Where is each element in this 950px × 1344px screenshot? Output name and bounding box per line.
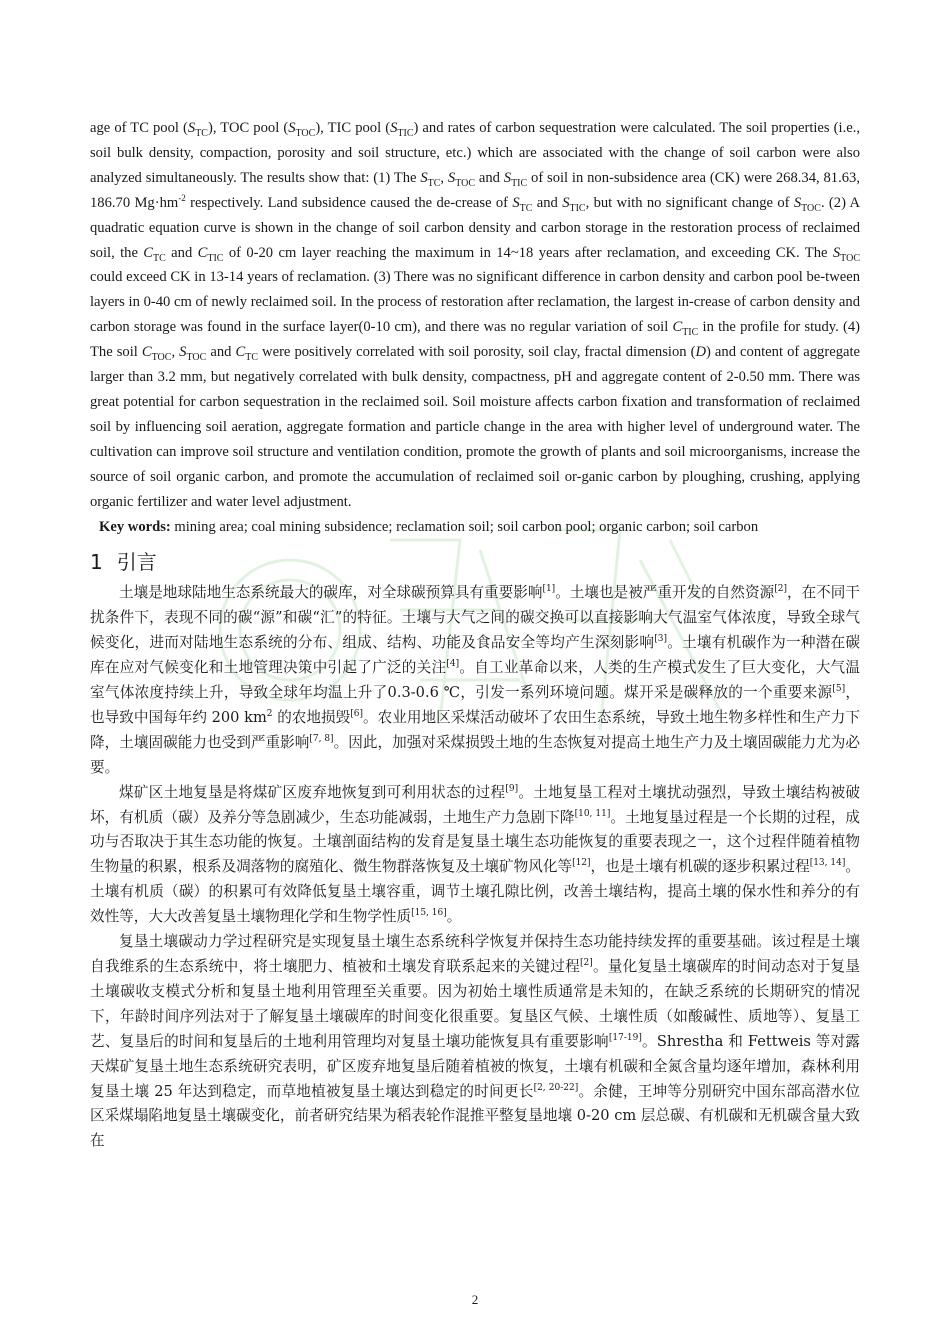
keywords-label: Key words: xyxy=(99,518,171,535)
section-title: 引言 xyxy=(116,550,157,575)
abstract-paragraph: age of TC pool $(S_{TC})$, TOC pool $(S_{TOC})$, TIC pool $(S_{TIC})$ and rates of carbon sequestration were calculated. The soil properties (i.e., soil bulk density, compaction, porosity and soil structure, etc.) which are associated with the change of soil carbon were also analyzed simultaneously. The results show that: (1) The $S_{TC}$, $S_{TOC}$ and $S_{TIC}$ of soil in non-subsidence area (CK) were 268.34, 81.63, 186.70 $Mg\cdot hm^{-2}$ respectively. Land subsidence caused the de-crease of $S_{TC}$ and $S_{TIC}$, but with no significant change of $S_{TOC}$. (2) A quadratic equation curve is shown in the change of soil carbon density and carbon storage in the restoration process of reclaimed soil, the $C_{TC}$ and $C_{TIC}$ of 0-20 cm layer reaching the maximum in 14~18 years after reclamation, and exceeding CK. The $S_{TOC}$ could exceed CK in 13-14 years of reclamation. (3) There was no significant difference in carbon density and carbon pool be-tween layers in 0-40 cm of newly reclaimed soil. In the process of restoration after reclamation, the largest in-crease of carbon density and carbon storage was found in the surface layer(0-10 cm), and there was no regular variation of soil $C_{TIC}$ in the profile for study. (4) The soil $C_{TOC}$, $S_{TOC}$ and $C_{TC}$ were positively correlated with soil porosity, soil clay, fractal dimension (D) and content of aggregate larger than 3.2 mm, but negatively correlated with bulk density, compactness, pH and aggregate content of 2-0.50 mm. There was great potential for carbon sequestration in the reclaimed soil. Soil moisture affects carbon fixation and transformation of reclaimed soil by influencing soil aeration, aggregate formation and particle change in the area with higher level of underground water. The cultivation can improve soil structure and ventilation condition, promote the growth of plants and soil microorganisms, increase the source of soil organic carbon, and promote the accumulation of reclaimed soil or-ganic carbon by ploughing, crushing, applying organic fertilizer and water level adjustment. xyxy=(90,120,861,510)
section-heading xyxy=(90,549,860,575)
page-content xyxy=(90,116,860,1154)
page-number: 2 xyxy=(471,1292,479,1307)
body-paragraph: 煤矿区土地复垦是将煤矿区废弃地恢复到可利用状态的过程[9]。土地复垦工程对土壤扰动强烈，导致土壤结构被破坏，有机质（碳）及养分等急剧减少，生态功能减弱，土地生产力急剧下降[10, 11]。土地复垦过程是一个长期的过程，成功与否取决于其生态功能的恢复。土壤剖面结构的发育是复垦土壤生态功能恢复的重要表现之一，这个过程伴随着植物生物量的积累，根系及凋落物的腐殖化、微生物群落恢复及土壤矿物风化等[12]，也是土壤有机碳的逐步积累过程[13, 14]。土壤有机质（碳）的积累可有效降低复垦土壤容重，调节土壤孔隙比例，改善土壤结构，提高土壤的保水性和养分的有效性等，大大改善复垦土壤物理化学和生物学性质[15, 16]。 xyxy=(90,783,860,926)
section-number: 1 xyxy=(90,550,103,575)
keywords-text: mining area; coal mining subsidence; reclamation soil; soil carbon pool; organic carbon; soil carbon xyxy=(174,518,759,535)
body-paragraph: 复垦土壤碳动力学过程研究是实现复垦土壤生态系统科学恢复并保持生态功能持续发挥的重要基础。该过程是土壤自我维系的生态系统中，将土壤肥力、植被和土壤发育联系起来的关键过程[2]。量化复垦土壤碳库的时间动态对于复垦土壤碳收支模式分析和复垦土地利用管理至关重要。因为初始土壤性质通常是未知的，在缺乏系统的长期研究的情况下，年龄时间序列法对于了解复垦土壤碳库的时间变化很重要。复垦区气候、土壤性质（如酸碱性、质地等）、复垦工艺、复垦后的时间和复垦后的土地利用管理均对复垦土壤功能恢复具有重要影响[17-19]。Shrestha 和 Fettweis 等对露天煤矿复垦土地生态系统研究表明，矿区废弃地复垦后随着植被的恢复，土壤有机碳和全氮含量均逐年增加，森林利用复垦土壤 25 年达到稳定，而草地植被复垦土壤达到稳定的时间更长[2, 20-22]。余健，王坤等分别研究中国东部高潜水位区采煤塌陷地复垦土壤碳变化，前者研究结果为稻表轮作混推平整复垦地壤 0-20 cm 层总碳、有机碳和无机碳含量大致在 xyxy=(90,933,860,1150)
keywords-line xyxy=(90,515,860,540)
body-paragraph: 土壤是地球陆地生态系统最大的碳库，对全球碳预算具有重要影响[1]。土壤也是被严重开发的自然资源[2]，在不同干扰条件下，表现不同的碳“源”和碳“汇”的特征。土壤与大气之间的碳交换可以直接影响大气温室气体浓度，导致全球气候变化，进而对陆地生态系统的分布、组成、结构、功能及食品安全等均产生深刻影响[3]。土壤有机碳作为一种潜在碳库在应对气候变化和土地管理决策中引起了广泛的关注[4]。自工业革命以来，人类的生产模式发生了巨大变化，大气温室气体浓度持续上升，导致全球年均温上升了0.3-0.6 ℃，引发一系列环境问题。煤开采是碳释放的一个重要来源[5]，也导致中国每年约 200 $km^2$ 的农地损毁[6]。农业用地区采煤活动破坏了农田生态系统，导致土地生物多样性和生产力下降，土壤固碳能力也受到严重影响[7, 8]。因此，加强对采煤损毁土地的生态恢复对提高土地生产力及土壤固碳能力尤为必要。 xyxy=(90,584,860,776)
